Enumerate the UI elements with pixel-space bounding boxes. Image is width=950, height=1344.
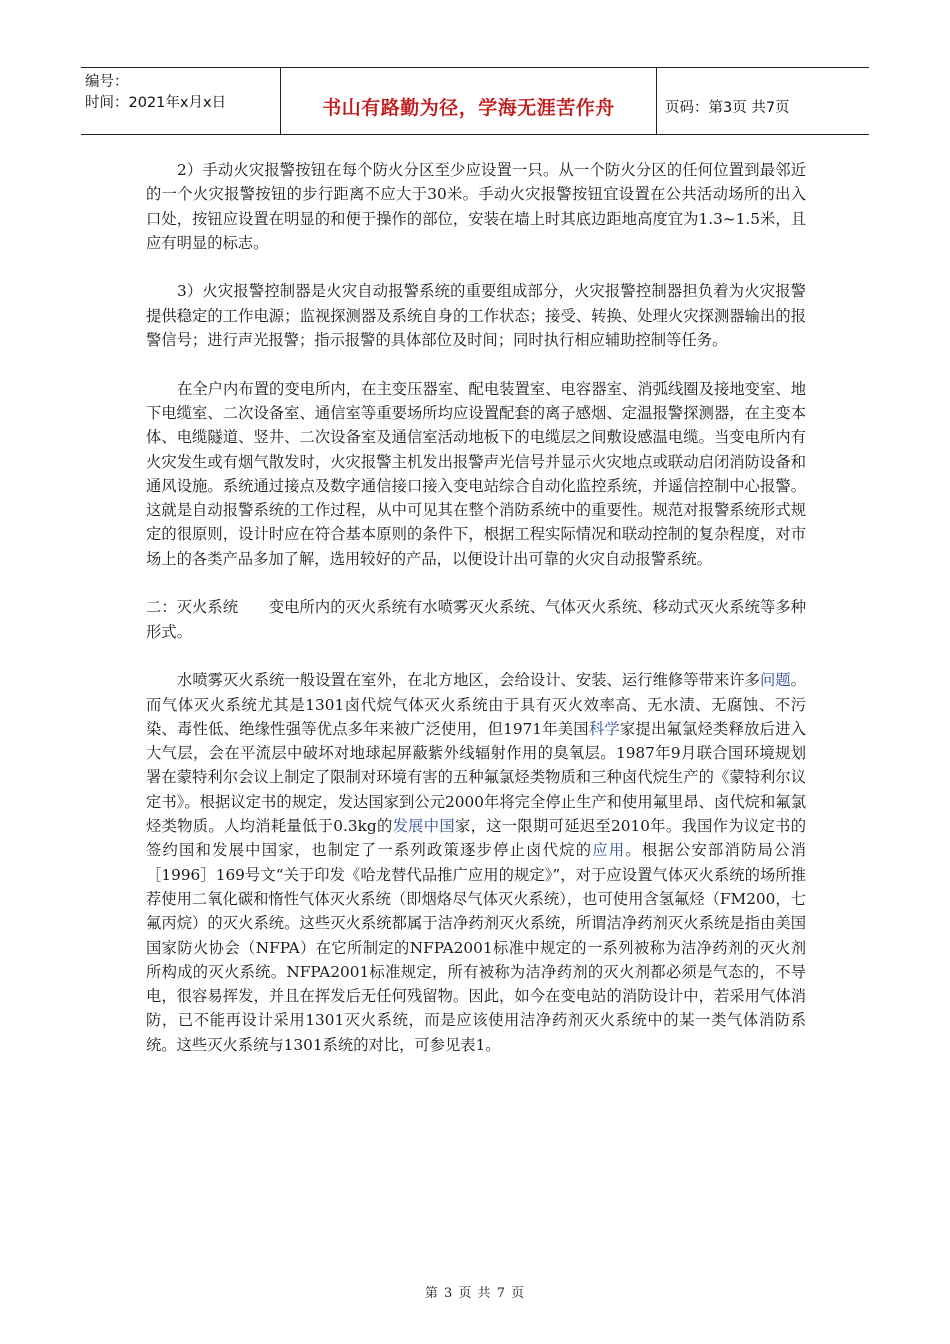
header-meta — [81, 68, 281, 134]
paragraph-substation-layout: 在全户内布置的变电所内，在主变压器室、配电装置室、电容器室、消弧线圈及接地变室、地下电缆室、二次设备室、通信室等重要场所均应设置配套的离子感烟、定温报警探测器，在主变本体、电缆隧道、竖井、二次设备室及通信室活动地板下的电缆层之间敷设感温电缆。当变电所内有火灾发生或有烟气散发时，火灾报警主机发出报警声光信号并显示火灾地点或联动启闭消防设备和通风设施。系统通过接点及数字通信接口接入变电站综合自动化监控系统，并遥信控制中心报警。这就是自动报警系统的工作过程，从中可见其在整个消防系统中的重要性。规范对报警系统形式规定的很原则，设计时应在符合基本原则的条件下，根据工程实际情况和联动控制的复杂程度，对市场上的各类产品多加了解，选用较好的产品，以便设计出可靠的火灾自动报警系统。 — [146, 379, 806, 568]
paragraph-water-spray-gas — [146, 668, 806, 1057]
doc-number-label: 编号： — [85, 74, 129, 90]
paragraph-manual-alarm-button: 2）手动火灾报警按钮在每个防火分区至少应设置一只。从一个防火分区的任何位置到最邻近的一个火灾报警按钮的步行距离不应大于30米。手动火灾报警按钮宜设置在公共活动场所的出入口处，按钮应设置在明显的和便于操作的部位，安装在墙上时其底边距地高度宜为1.3~1.5米，且应有明显的标志。 — [146, 161, 806, 252]
document-body — [146, 158, 806, 1081]
text-segment: 家，这一限期可延迟至2010年。我国作为议定书的签约国和发展中国家，也制定了一系列政策逐步停止卤代烷的 — [146, 817, 806, 860]
doc-time-label: 时间：2021年x月x日 — [85, 95, 227, 111]
page-footer: 第 3 页 共 7 页 — [424, 1286, 526, 1301]
link-developing-country[interactable]: 发展中国 — [392, 817, 455, 836]
header-page-info: 页码：第3页 共7页 — [665, 99, 790, 116]
link-science[interactable]: 科学 — [588, 719, 620, 738]
text-segment: 水喷雾灭火系统一般设置在室外，在北方地区，会给设计、安装、运行维修等带来许多 — [177, 671, 760, 690]
paragraph-alarm-controller: 3）火灾报警控制器是火灾自动报警系统的重要组成部分，火灾报警控制器担负着为火灾报警提供稳定的工作电源；监视探测器及系统自身的工作状态；接受、转换、处理火灾探测器输出的报警信号；进行声光报警；指示报警的具体部位及时间；同时执行相应辅助控制等任务。 — [146, 282, 806, 350]
page-header — [81, 67, 869, 135]
text-segment: 。根据公安部消防局公消［1996］169号文“关于印发《哈龙替代品推广应用的规定》”，对于应设置气体灭火系统的场所推荐使用二氧化碳和惰性气体灭火系统（即烟烙尽气体灭火系统），也可使用含氢氟烃（FM200，七氟丙烷）的灭火系统。这些灭火系统都属于洁净药剂灭火系统，所谓洁净药剂灭火系统是指由美国国家防火协会（NFPA）在它所制定的NFPA2001标准中规定的一系列被称为洁净药剂的灭火剂所构成的灭火系统。NFPA2001标准规定，所有被称为洁净药剂的灭火剂都必须是气态的，不导电，很容易挥发，并且在挥发后无任何残留物。因此，如今在变电站的消防设计中，若采用气体消防，已不能再设计采用1301灭火系统，而是应该使用洁净药剂灭火系统中的某一类气体消防系统。这些灭火系统与1301系统的对比，可参见表1。 — [146, 841, 806, 1054]
text-segment: 家提出氟氯烃类释放后进入大气层，会在平流层中破坏对地球起屏蔽紫外线辐射作用的臭氧层。1987年9月联合国环境规划署在蒙特利尔会议上制定了限制对环境有害的五种氟氯烃类物质和三种卤代烷生产的《蒙特利尔议定书》。根据议定书的规定，发达国家到公元2000年将完全停止生产和使用氟里昂、卤代烷和氟氯烃类物质。人均消耗量低于0.3kg的 — [146, 719, 806, 836]
link-application[interactable]: 应用 — [592, 841, 626, 860]
paragraph-fire-extinguishing-system: 二：灭火系统 变电所内的灭火系统有水喷雾灭火系统、气体灭火系统、移动式灭火系统等多种形式。 — [146, 598, 806, 641]
text-segment: 。而气体灭火系统尤其是1301卤代烷气体灭火系统由于具有灭火效率高、无水渍、无腐蚀、不污染、毒性低、绝缘性强等优点多年来被广泛使用，但1971年美国 — [146, 671, 806, 738]
link-problem[interactable]: 问题 — [759, 671, 791, 690]
header-motto: 书山有路勤为径，学海无涯苦作舟 — [281, 68, 657, 134]
